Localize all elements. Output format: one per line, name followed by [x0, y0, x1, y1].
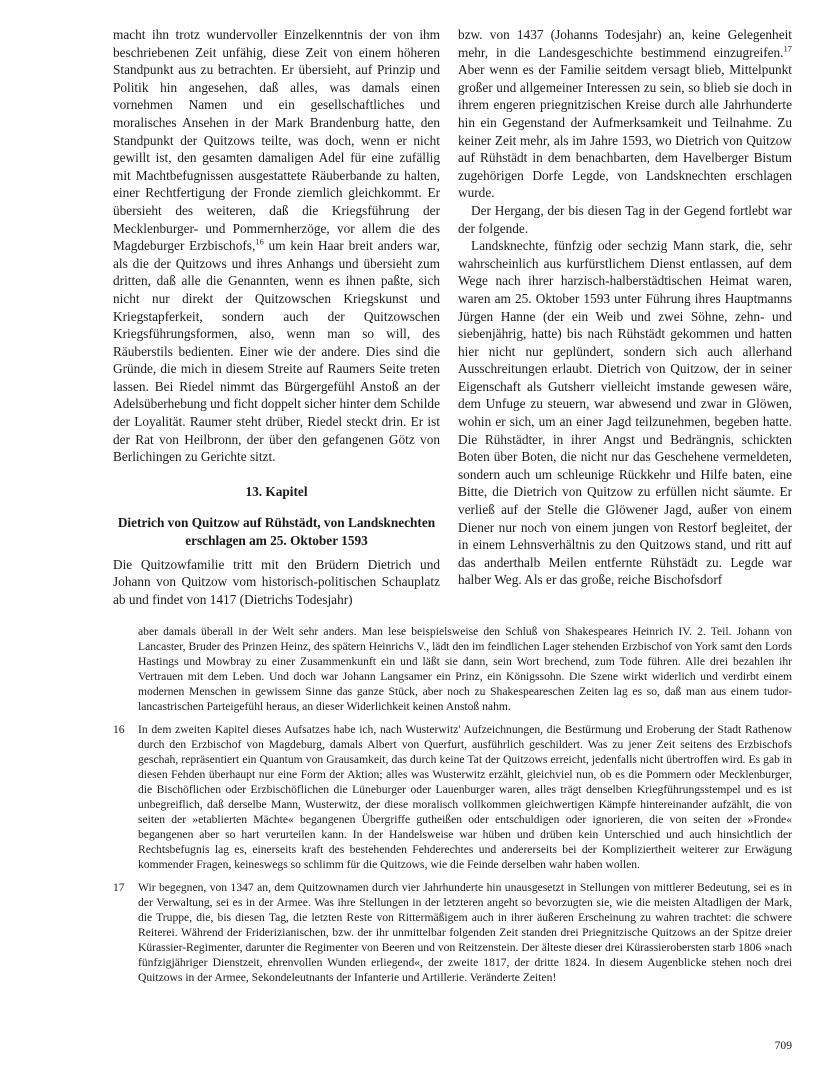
footnote-ref-17[interactable]: 17	[783, 43, 792, 54]
page-number: 709	[774, 1039, 792, 1052]
footnote-text: Wir begegnen, von 1347 an, dem Quitzownamen durch vier Jahrhunderte hin unausgesetzt in Stellungen von mittlerer Bedeutung, sei es in der Verwaltung, sei es in der Armee. Was ihre Stellungen in der letzteren angeht so bevorzugten sie, wie die meisten Altadligen der Mark, die Truppe, die, bis diesen Tag, die letzten Reste von Rittermäßigem auch in ihrer äußeren Erscheinung zu wahren trachtet: die schwere Reiterei. Während der Friderizianischen, bzw. der ihr unmittelbar folgenden Zeit standen drei Priegnitzische Quitzows an der Spitze dreier Kürassier-Regimenter, darunter die Regimenter von Beeren und von Reitzenstein. Der älteste dieser drei Kürassierobersten starb 1806 »nach fünfzigjähriger Dienstzeit, ehrenvollen Wunden erliegend«, der zweite 1817, der dritte 1824. In diesem Augenblicke stehen noch drei Quitzows in der Armee, Sekondeleutnants der Infanterie und Artillerie. Veränderte Zeiten!	[138, 880, 792, 985]
left-column	[113, 26, 440, 608]
paragraph: bzw. von 1437 (Johanns Todesjahr) an, keine Gelegenheit mehr, in die Landesgeschichte bestimmend einzugreifen.$^{17}$ Aber wenn es der Familie seitdem versagt blieb, Mittelpunkt großer und allgemeiner Interessen zu sein, so blieb sie doch in ihrem engeren priegnitzischen Kreise durch alle Jahrhunderte hin ein Gegenstand der Aufmerksamkeit und Teilnahme. Zu keiner Zeit mehr, als im Jahre 1593, wo Dietrich von Quitzow auf Rühstädt in dem benachbarten, dem Havelberger Bistum zugehörigen Dorfe Legde, von Landsknechten erschlagen wurde.	[458, 27, 792, 201]
footnotes	[113, 624, 792, 992]
right-column	[458, 26, 792, 589]
paragraph: Die Quitzowfamilie tritt mit den Brüdern Dietrich und Johann von Quitzow vom historisch-politischen Schauplatz ab und findet von 1417 (Dietrichs Todesjahr)	[113, 556, 440, 607]
chapter-title: Dietrich von Quitzow auf Rühstädt, von Landsknechten erschlagen am 25. Oktober 1593	[117, 515, 436, 549]
footnote-number: 17	[113, 880, 125, 894]
paragraph: Landsknechte, fünfzig oder sechzig Mann stark, die, sehr wahrscheinlich aus kurfürstlichem Dienst entlassen, auf dem Wege nach ihrer harzisch-halberstädtischen Heimat waren, waren am 25. Oktober 1593 unter Führung ihres Hauptmanns Jürgen Hanne (der ein Weib und zwei Söhne, zehn- und siebenjährig, hatte) bis nach Rühstädt gekommen und hatten hier nicht nur geplündert, sondern sich auch allerhand Ausschreitungen erlaubt. Dietrich von Quitzow, der in seiner Eigenschaft als Gutsherr vielleicht imstande gewesen wäre, dem Unfuge zu steuern, war abwesend und zwar in Glöwen, wohin er sich, um an einer Jagd teilzunehmen, begeben hatte. Die Rühstädter, in ihrer Angst und Bedrängnis, schickten Boten über Boten, die nicht nur das Geschehene vermeldeten, sondern auch um schleunige Rückkehr und Hilfe baten, eine Bitte, die Dietrich von Quitzow zu erfüllen nicht säumte. Er verließ auf der Stelle die Glöwener Jagd, außer von einem Diener nur noch von einem jungen von Restorf begleitet, der in einem Lehnsverhältnis zu den Quitzows stand, und ritt auf das anderthalb Meilen entfernte Rühstädt zu. Legde war halber Weg. Als er das große, reiche Bischofsdorf	[458, 238, 792, 588]
chapter-number: 13. Kapitel	[245, 483, 308, 499]
paragraph: Der Hergang, der bis diesen Tag in der Gegend fortlebt war der folgende.	[458, 202, 792, 236]
footnote-continuation: aber damals überall in der Welt sehr anders. Man lese beispielsweise den Schluß von Shakespeares Heinrich IV. 2. Teil. Johann von Lancaster, Bruder des Prinzen Heinz, des spätern Heinrichs V., lädt den im feindlichen Lager stehenden Erzbischof von York samt den Lords Hastings und Mowbray zu einer Zusammenkunft ein und läßt sie dann, sein Wort brechend, zum Tode führen. Alle drei bezahlen ihr Vertrauen mit dem Leben. Und doch war Johann Langsamer ein Prinz, ein Königssohn. Die Szene wirkt widerlich und verdirbt einem modernen Menschen in gewissem Sinne das ganze Stück, aber noch zu Shakespeareschen Zeiten lag es so, daß man aus einem tudor-lancastrischen Parteigefühl heraus, an dieser Widerlichkeit keinen Anstoß nahm.	[138, 625, 792, 714]
footnote-number: 16	[113, 722, 125, 736]
footnote-text: In dem zweiten Kapitel dieses Aufsatzes habe ich, nach Wusterwitz' Aufzeichnungen, die Bestürmung und Eroberung der Stadt Rathenow durch den Erzbischof von Magdeburg, damals Albert von Querfurt, ausführlich geschildert. Was zu jener Zeit seitens des Erzbischofs geschah, repräsentiert ein Quantum von Grausamkeit, das durch keine Tat der Quitzows erreicht, jedenfalls nicht übertroffen wird. Es gab in diesen Fehden überhaupt nur eine Form der Aktion; alles was Wusterwitz erzählt, gleichviel nun, ob es die Pommern oder Mecklenburger, die Bischöflichen oder Erzbischöflichen die Lüneburger oder Lauenburger waren, alles trägt denselben Kriegführungsstempel und es ist unbegreiflich, daß derselbe Mann, Wusterwitz, der diese moralisch vollkommen gleichwertigen Kämpfe hintereinander aufzählt, die von seiten der »etablierten Mächte« begangenen Übergriffe gutheißen oder entschuldigen oder ignorieren, die von seiten der »Fronde« begangenen aber so hart verurteilen kann. In der Handelsweise war hüben und drüben kein Unterschied und auch hinsichtlich der Rechtsbefugnis lag es, einerseits kraft des bestehenden Fehderechtes und andererseits bei der Kompliziertheit weiterer zur Erwägung kommender Fragen, keineswegs so schlimm für die Quitzows, wie die Feinde derselben wahr haben wollen.	[138, 722, 792, 872]
footnote-ref-16[interactable]: 16	[255, 236, 264, 247]
footnote-17	[113, 880, 792, 986]
footnote-16	[113, 722, 792, 873]
paragraph: macht ihn trotz wundervoller Einzelkenntnis der von ihm beschriebenen Zeit unfähig, diese Zeit von einem höheren Standpunkt aus zu betrachten. Er übersieht, auf Prinzip und Politik hin angesehen, daß alles, was damals einen vornehmen Namen und ein gesellschaftliches und moralisches Ansehen in der Mark Brandenburg hatte, den Standpunkt der Quitzows teilte, was doch, wenn er nicht gewillt ist, den gesamten damaligen Adel für eine zufällig mit Machtbefugnissen ausgestattete Räuberbande zu halten, einer Rechtfertigung der Fronde ziemlich gleichkommt. Er übersieht des weiteren, daß die Kriegsführung der Mecklenburger- und Pommernherzöge, vor allem die des Magdeburger Erzbischofs,$^{16}$ um kein Haar breit anders war, als die der Quitzows und ihres Anhangs und übersieht zum dritten, daß alle die Genannten, wenn es ihnen paßte, sich nicht nur direkt der Quitzowschen Kriegskunst und Kriegstapferkeit, sondern auch der Quitzowschen Kriegsführungsformen, also, wenn man so will, des Räuberstils bedienten. Einer wie der andere. Dies sind die Gründe, die mich in diesem Streite auf Raumers Seite treten lassen. Bei Riedel nimmt das Bürgergefühl Anstoß an der Adelsüberhebung und ficht doppelt sicher hinter dem Schilde der Loyalität. Raumer steht drüber, Riedel steckt drin. Er ist der Rat von Heilbronn, der über den gefangenen Götz von Berlichingen zu Gerichte sitzt.	[113, 27, 440, 465]
